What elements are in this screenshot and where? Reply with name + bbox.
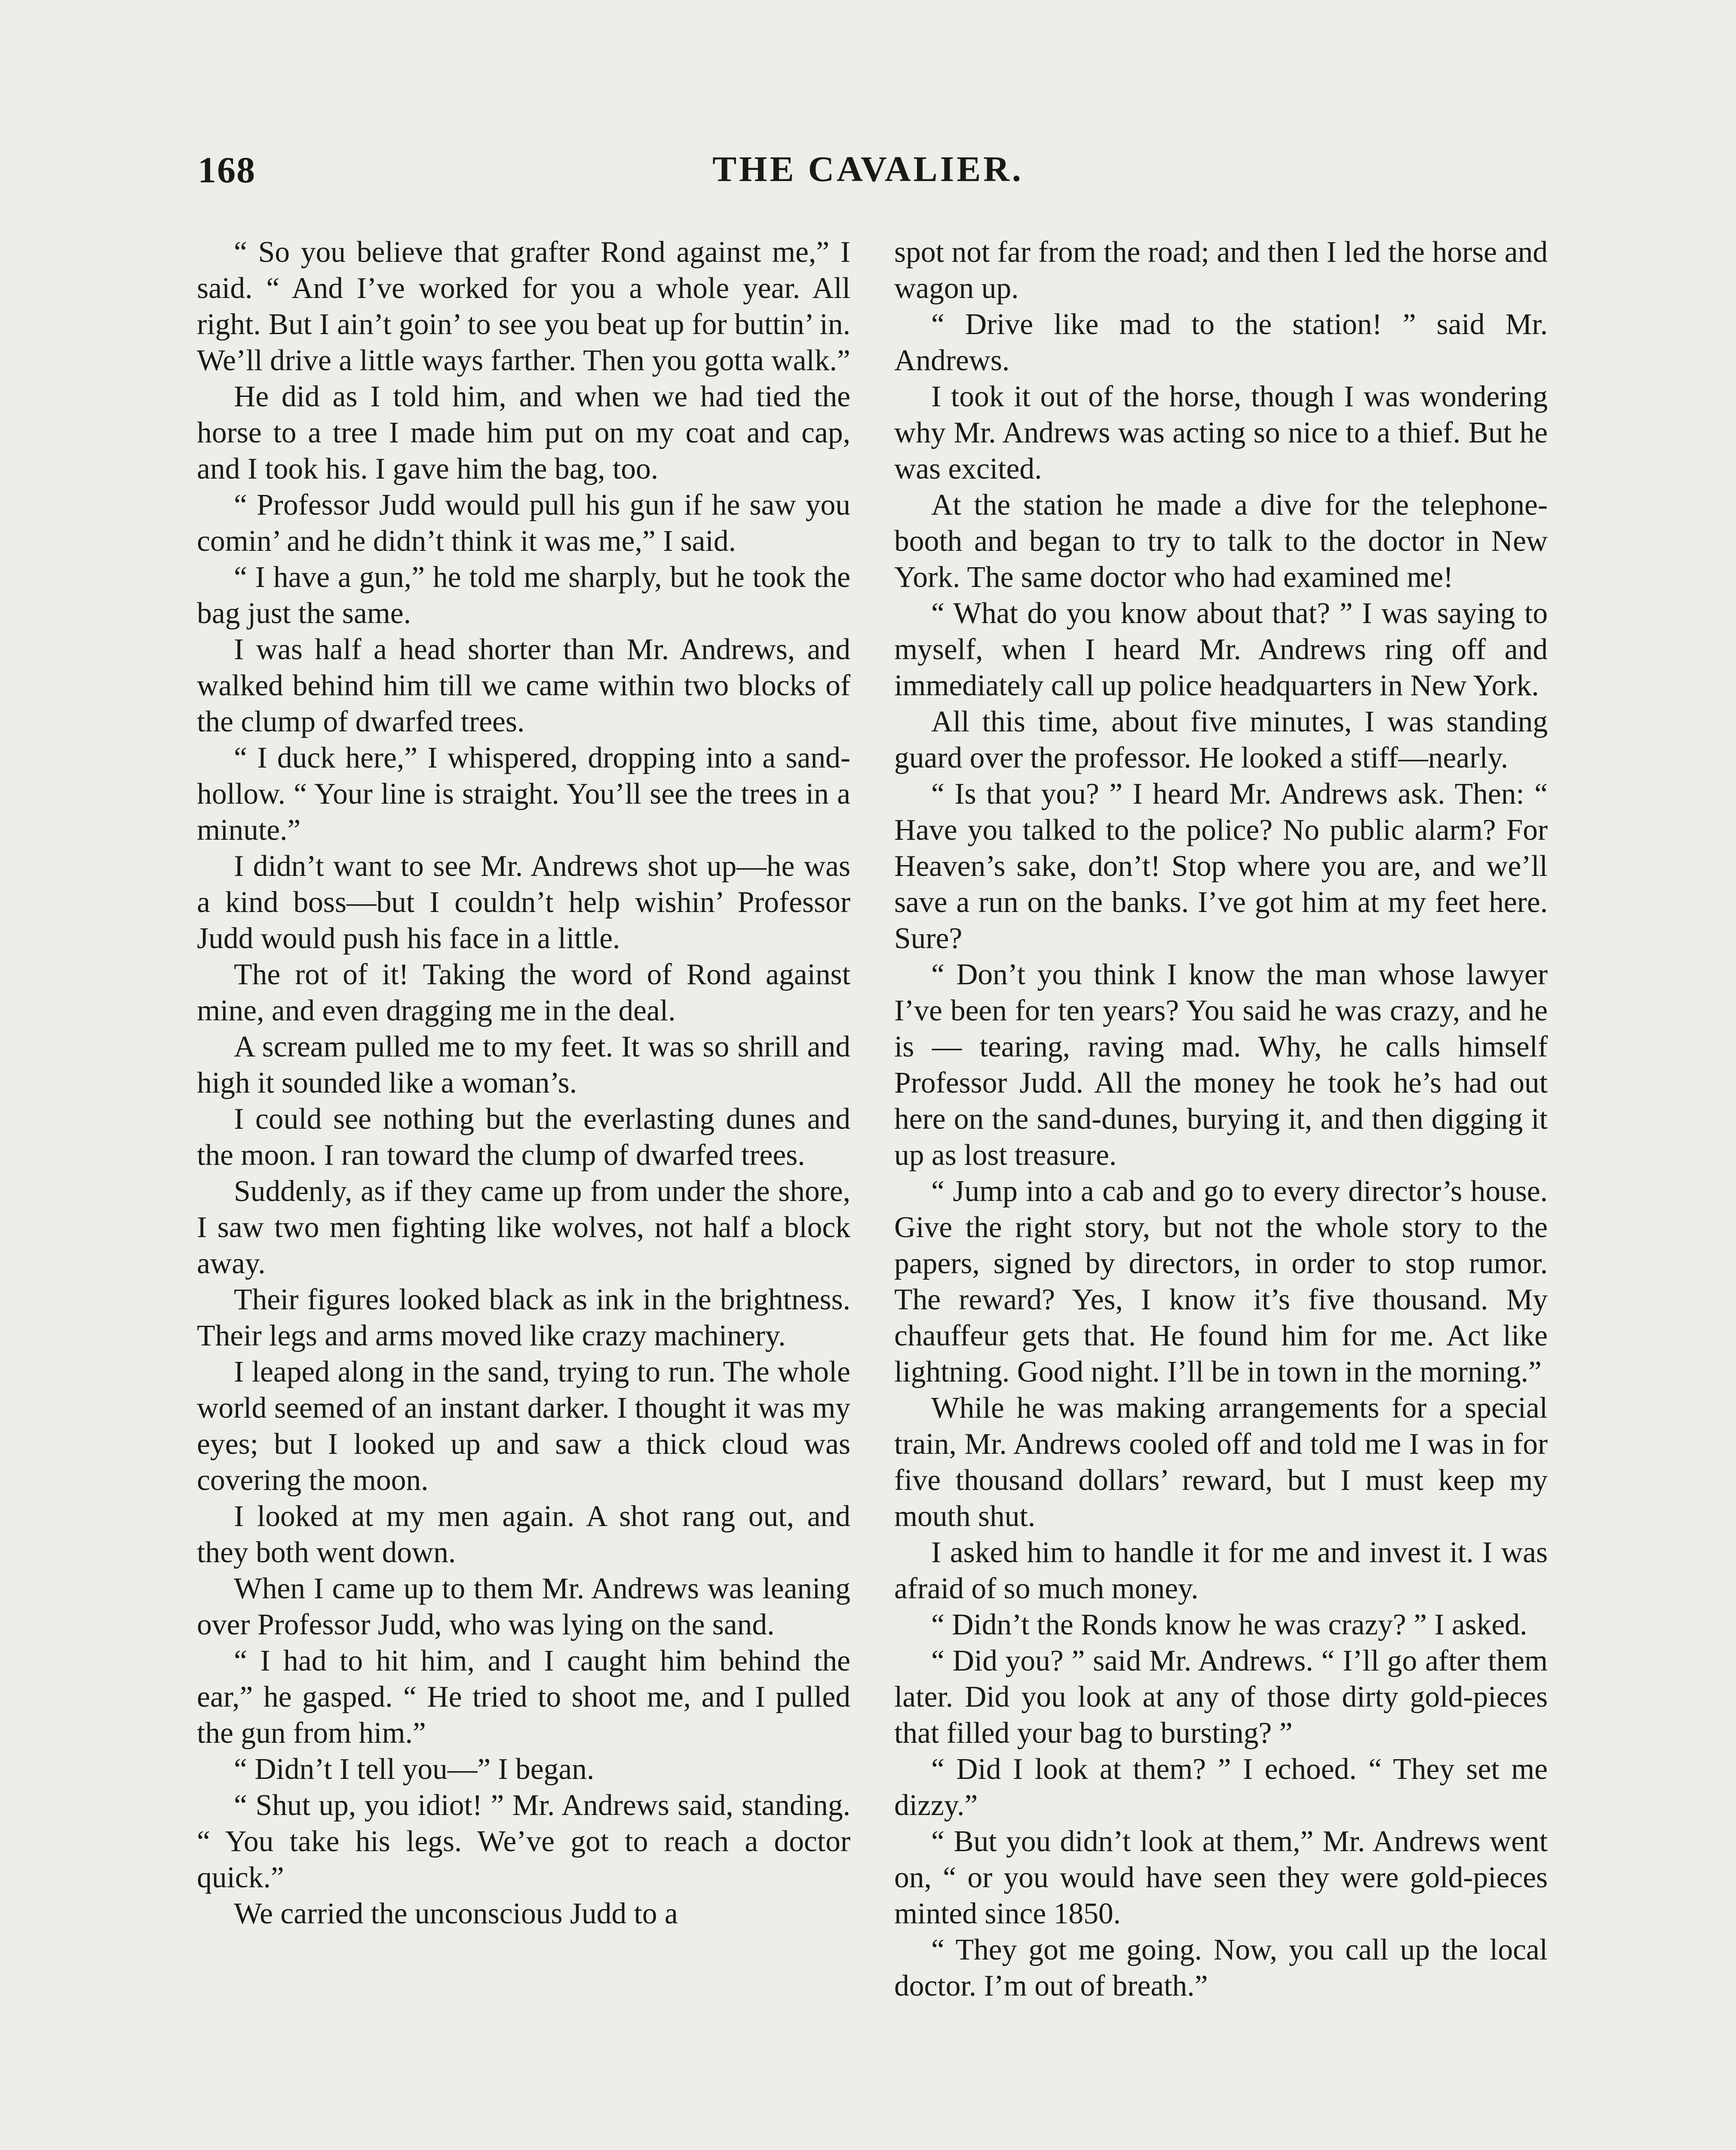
paragraph: “ They got me going. Now, you call up the local doctor. I’m out of breath.” (894, 1933, 1548, 2003)
paragraph: “ What do you know about that? ” I was saying to myself, when I heard Mr. Andrews ring off and immediately call up police headquarters in New York. (894, 597, 1548, 702)
paragraph: “ So you believe that grafter Rond against me,” I said. “ And I’ve worked for you a whole year. All right. But I ain’t goin’ to see you beat up for buttin’ in. We’ll drive a little ways farther. Then you gotta walk.” (197, 236, 850, 377)
paragraph: At the station he made a dive for the telephone-booth and began to try to talk to the doctor in New York. The same doctor who had examined me! (894, 488, 1548, 594)
paragraph: “ Is that you? ” I heard Mr. Andrews ask. Then: “ Have you talked to the police? No public alarm? For Heaven’s sake, don’t! Stop where you are, and we’ll save a run on the banks. I’ve got him at my feet here. Sure? (894, 777, 1548, 955)
paragraph: I took it out of the horse, though I was wondering why Mr. Andrews was acting so nice to a thief. But he was excited. (894, 380, 1548, 485)
paragraph: While he was making arrangements for a special train, Mr. Andrews cooled off and told me I was in for five thousand dollars’ reward, but I must keep my mouth shut. (894, 1391, 1548, 1533)
continued-paragraph: spot not far from the road; and then I led the horse and wagon up. (894, 236, 1548, 305)
paragraph: I was half a head shorter than Mr. Andrews, and walked behind him till we came within two blocks of the clump of dwarfed trees. (197, 633, 850, 738)
right-column (894, 234, 1548, 2004)
paragraph: “ Did you? ” said Mr. Andrews. “ I’ll go after them later. Did you look at any of those dirty gold-pieces that filled your bag to bursting? ” (894, 1644, 1548, 1750)
paragraph: I leaped along in the sand, trying to run. The whole world seemed of an instant darker. I thought it was my eyes; but I looked up and saw a thick cloud was covering the moon. (197, 1355, 850, 1497)
paragraph: I didn’t want to see Mr. Andrews shot up—he was a kind boss—but I couldn’t help wishin’ Professor Judd would push his face in a little. (197, 850, 850, 955)
paragraph: “ But you didn’t look at them,” Mr. Andrews went on, “ or you would have seen they were gold-pieces minted since 1850. (894, 1825, 1548, 1930)
page-number: 168 (198, 149, 256, 190)
paragraph: “ Don’t you think I know the man whose lawyer I’ve been for ten years? You said he was crazy, and he is — tearing, raving mad. Why, he calls himself Professor Judd. All the money he took he’s had out here on the sand-dunes, burying it, and then digging it up as lost treasure. (894, 958, 1548, 1172)
paragraph: “ Jump into a cab and go to every director’s house. Give the right story, but not the whole story to the papers, signed by directors, in order to stop rumor. The reward? Yes, I know it’s five thousand. My chauffeur gets that. He found him for me. Act like lightning. Good night. I’ll be in town in the morning.” (894, 1175, 1548, 1388)
running-title: THE CAVALIER. (712, 149, 1024, 189)
paragraph: I could see nothing but the everlasting dunes and the moon. I ran toward the clump of dwarfed trees. (197, 1103, 850, 1172)
paragraph: “ Did I look at them? ” I echoed. “ They set me dizzy.” (894, 1753, 1548, 1822)
paragraph: “ Didn’t I tell you—” I began. (234, 1753, 595, 1786)
page-header (191, 148, 1545, 200)
paragraph: “ I duck here,” I whispered, dropping into a sand-hollow. “ Your line is straight. You’ll see the trees in a minute.” (197, 741, 850, 847)
paragraph: I asked him to handle it for me and invest it. I was afraid of so much money. (894, 1536, 1548, 1605)
paragraph: “ I had to hit him, and I caught him behind the ear,” he gasped. “ He tried to shoot me, and I pulled the gun from him.” (197, 1644, 850, 1750)
paragraph: The rot of it! Taking the word of Rond against mine, and even dragging me in the deal. (197, 958, 850, 1027)
paragraph: “ Professor Judd would pull his gun if he saw you comin’ and he didn’t think it was me,” I said. (197, 488, 850, 558)
paragraph: “ I have a gun,” he told me sharply, but he took the bag just the same. (197, 561, 850, 630)
left-column (197, 234, 850, 1932)
paragraph: All this time, about five minutes, I was standing guard over the professor. He looked a stiff—nearly. (894, 705, 1548, 774)
paragraph: A scream pulled me to my feet. It was so shrill and high it sounded like a woman’s. (197, 1030, 850, 1100)
paragraph: When I came up to them Mr. Andrews was leaning over Professor Judd, who was lying on the sand. (197, 1572, 850, 1641)
paragraph: Their figures looked black as ink in the brightness. Their legs and arms moved like crazy machinery. (197, 1283, 850, 1352)
paragraph: “ Drive like mad to the station! ” said Mr. Andrews. (894, 308, 1548, 377)
paragraph: He did as I told him, and when we had tied the horse to a tree I made him put on my coat and cap, and I took his. I gave him the bag, too. (197, 380, 850, 485)
paragraph: I looked at my men again. A shot rang out, and they both went down. (197, 1500, 850, 1569)
paragraph: “ Didn’t the Ronds know he was crazy? ” I asked. (931, 1608, 1527, 1641)
paragraph: Suddenly, as if they came up from under the shore, I saw two men fighting like wolves, not half a block away. (197, 1175, 850, 1280)
paragraph: We carried the unconscious Judd to a (234, 1897, 678, 1930)
paragraph: “ Shut up, you idiot! ” Mr. Andrews said, standing. “ You take his legs. We’ve got to reach a doctor quick.” (197, 1789, 850, 1894)
